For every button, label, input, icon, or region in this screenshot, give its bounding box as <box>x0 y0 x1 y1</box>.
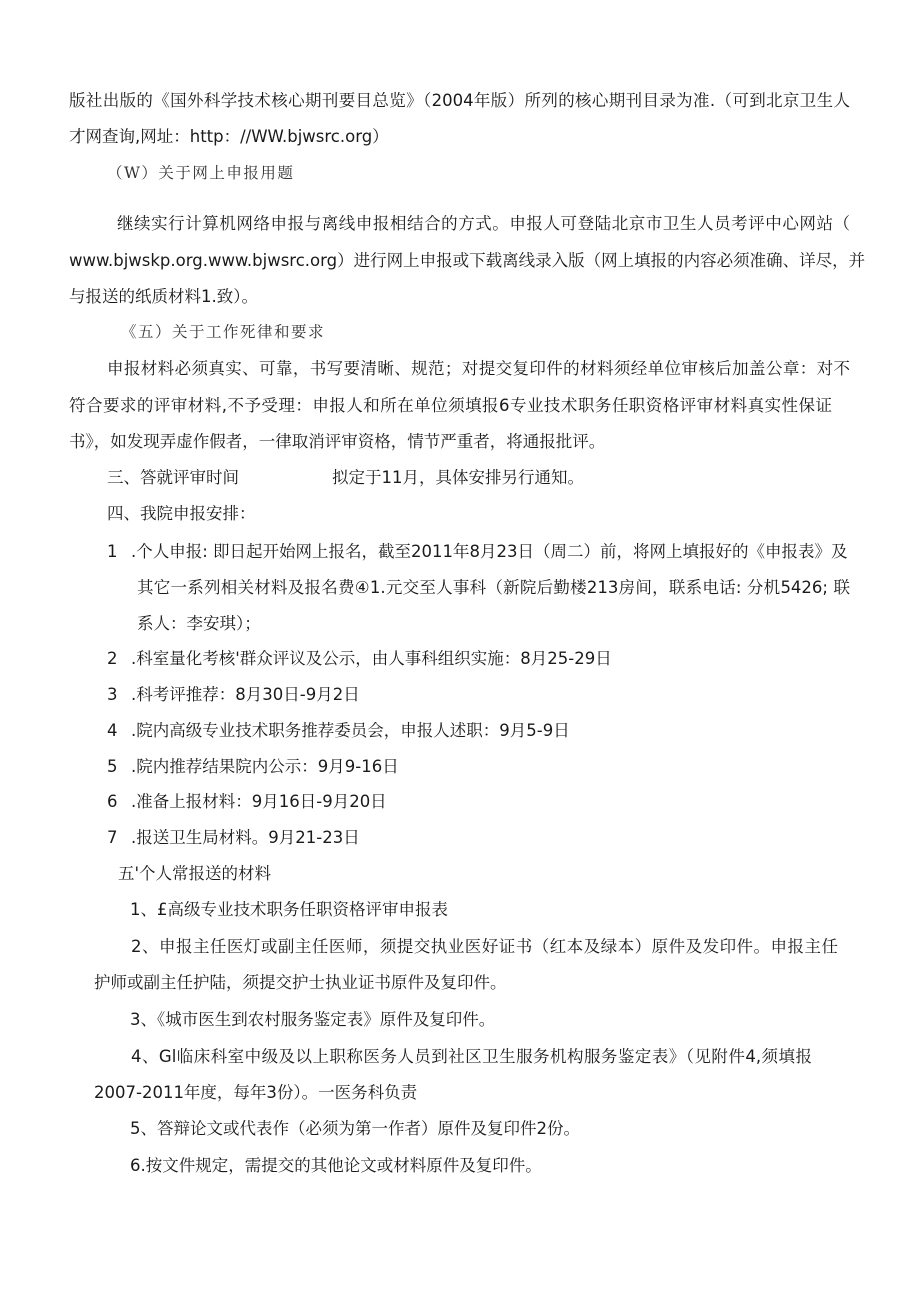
list-item: 5、答辩论文或代表作（必须为第一作者）原件及复印件2份。 <box>130 1119 580 1138</box>
list-item-number: 6 <box>107 792 118 811</box>
list-item-text: .院内推荐结果院内公示：9月9-16日 <box>131 757 399 776</box>
list-item-text: .准备上报材料：9月16日-9月20日 <box>131 792 387 811</box>
list-item: 2、申报主任医灯或副主任医师，须提交执业医好证书（红本及绿本）原件及发印件。申报主任 <box>131 937 838 956</box>
paragraph-line: 书》，如发现弄虚作假者，一律取消评审资格，情节严重者，将通报批评。 <box>69 432 606 451</box>
paragraph-line: 2007-2011年度，每年3份）。一医务科负责 <box>94 1083 418 1102</box>
section-heading: 三、答就评审时间 <box>107 468 239 487</box>
list-item-text: .科考评推荐：8月30日-9月2日 <box>131 685 360 704</box>
list-item: 4、Gl临床科室中级及以上职称医务人员到社区卫生服务机构服务鉴定表》（见附件4,须填报 <box>131 1047 812 1066</box>
list-item <box>107 827 360 849</box>
section-heading: 《五）关于工作死律和要求 <box>121 323 326 341</box>
list-item-number: 7 <box>107 828 118 847</box>
list-item-text: .科室量化考核'群众评议及公示，由人事科组织实施：8月25-29日 <box>131 649 612 668</box>
list-item-text: .个人申报: 即日起开始网上报名，截至2011年8月23日（周二）前，将网上填报好的《申报表》及 <box>131 542 848 561</box>
paragraph-line: 符合要求的评审材料,不予受理：申报人和所在单位须填报6专业技术职务任职资格评审材料真实性保证 <box>69 396 832 415</box>
paragraph-line: 才网查询,网址：http：//WW.bjwsrc.org） <box>69 127 389 146</box>
list-item-number: 2 <box>107 649 118 668</box>
list-item-number: 4 <box>107 721 118 740</box>
paragraph-line: www.bjwskp.org.www.bjwsrc.org）进行网上申报或下载离线录入版（网上填报的内容必须准确、详尽，并 <box>69 251 866 270</box>
list-item: 1、£高级专业技术职务任职资格评审申报表 <box>130 900 448 919</box>
paragraph-line: 其它一系列相关材料及报名费④1.元交至人事科（新院后勤楼213房间，联系电话: 分机5426; 联 <box>137 578 850 597</box>
list-item <box>107 720 570 742</box>
list-item-number: 3 <box>107 685 118 704</box>
paragraph-line: 继续实行计算机网络申报与离线申报相结合的方式。申报人可登陆北京市卫生人员考评中心网站（ <box>117 214 850 233</box>
list-item <box>107 684 360 706</box>
paragraph-line: 申报材料必须真实、可靠，书写要清晰、规范；对提交复印件的材料须经单位审核后加盖公章：对不 <box>107 359 850 378</box>
list-item <box>107 791 387 813</box>
section-heading: 五'个人常报送的材料 <box>118 864 272 883</box>
list-item-number: 1 <box>107 542 118 561</box>
paragraph-line: 拟定于11月，具体安排另行通知。 <box>332 468 584 487</box>
paragraph-line: 版社出版的《国外科学技术核心期刊要目总览》（2004年版）所列的核心期刊目录为准.（可到北京卫生人 <box>69 91 850 110</box>
list-item <box>107 648 612 670</box>
paragraph-line: 护师或副主任护陆，须提交护士执业证书原件及复印件。 <box>94 973 507 992</box>
list-item: 6.按文件规定，需提交的其他论文或材料原件及复印件。 <box>130 1156 542 1175</box>
section-heading: （W）关于网上申报用题 <box>107 164 295 182</box>
section-heading: 四、我院申报安排： <box>107 504 256 523</box>
list-item-text: .报送卫生局材料。9月21-23日 <box>131 828 360 847</box>
paragraph-line: 系人：李安琪）； <box>137 614 261 633</box>
list-item <box>107 756 399 778</box>
paragraph-line: 与报送的纸质材料1.致）。 <box>69 287 258 306</box>
list-item: 3、《城市医生到农村服务鉴定表》原件及复印件。 <box>130 1010 496 1029</box>
list-item-number: 5 <box>107 757 118 776</box>
list-item-text: .院内高级专业技术职务推荐委员会，申报人述职：9月5-9日 <box>131 721 570 740</box>
list-item <box>107 541 848 563</box>
